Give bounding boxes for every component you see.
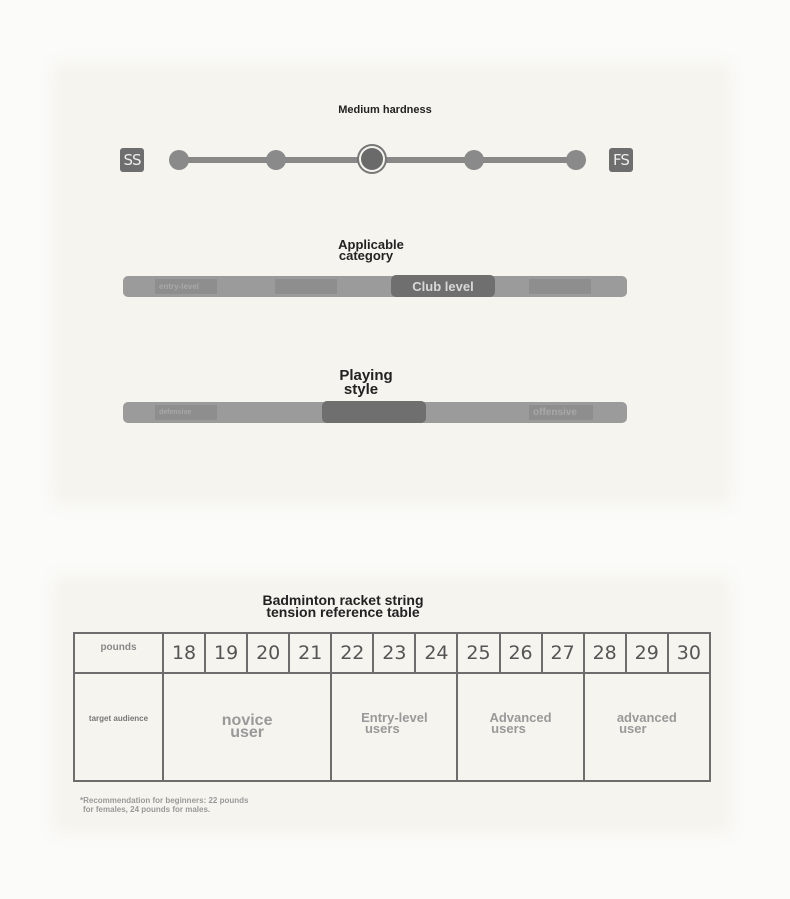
category-title: [321, 239, 421, 261]
hardness-step-5[interactable]: [566, 150, 586, 170]
category-title-line2: category: [338, 248, 394, 263]
pound-25: 25: [457, 633, 499, 673]
audience-advanced-user-line1: advanced: [616, 710, 677, 725]
style-seg-offensive: offensive: [529, 405, 593, 420]
audience-novice: [163, 673, 331, 781]
category-active-club-level: Club level: [391, 275, 495, 297]
pounds-row: [74, 633, 710, 673]
audience-advanced-line2: users: [491, 721, 526, 736]
audience-entry-line1: Entry-level: [361, 710, 428, 725]
style-title-line1: Playing: [339, 367, 393, 384]
pounds-label: pounds: [74, 633, 163, 673]
fs-badge: FS: [609, 148, 633, 172]
audience-entry-line2: users: [364, 721, 400, 736]
audience-novice-line1: novice: [221, 712, 273, 729]
pound-22: 22: [331, 633, 373, 673]
pound-26: 26: [500, 633, 542, 673]
category-title-line1: Applicable: [338, 237, 404, 252]
pound-23: 23: [373, 633, 415, 673]
hardness-step-3-selected[interactable]: [361, 148, 383, 170]
audience-row: [74, 673, 710, 781]
audience-label: target audience: [74, 673, 163, 781]
hardness-step-2[interactable]: [266, 150, 286, 170]
tension-table: [73, 632, 711, 782]
audience-advanced-user: [584, 673, 710, 781]
style-title: [316, 369, 416, 397]
hardness-title: Medium hardness: [338, 104, 432, 116]
category-seg-4: [529, 279, 591, 294]
pound-29: 29: [626, 633, 668, 673]
category-seg-2: [275, 279, 337, 294]
pound-21: 21: [289, 633, 331, 673]
pound-18: 18: [163, 633, 205, 673]
style-seg-defensive: defensive: [155, 405, 217, 420]
pound-30: 30: [668, 633, 710, 673]
tension-title-line2: tension reference table: [266, 604, 420, 620]
footnote-line2: for females, 24 pounds for males.: [83, 805, 211, 814]
category-seg-entry-level: entry-level: [155, 279, 217, 294]
ss-badge: SS: [120, 148, 144, 172]
footnote: [80, 796, 248, 814]
pound-28: 28: [584, 633, 626, 673]
tension-table-title: [232, 594, 454, 618]
pound-19: 19: [205, 633, 247, 673]
style-active-marker: [322, 401, 426, 423]
pound-24: 24: [415, 633, 457, 673]
hardness-step-1[interactable]: [169, 150, 189, 170]
style-title-line2: style: [343, 381, 379, 398]
footnote-line1: *Recommendation for beginners: 22 pounds: [80, 796, 249, 805]
pound-27: 27: [542, 633, 584, 673]
audience-novice-line2: user: [230, 724, 265, 741]
hardness-step-4[interactable]: [464, 150, 484, 170]
audience-advanced-users: [457, 673, 583, 781]
pound-20: 20: [247, 633, 289, 673]
audience-advanced-line1: Advanced: [489, 710, 552, 725]
audience-advanced-user-line2: user: [619, 721, 647, 736]
audience-entry-level: [331, 673, 457, 781]
tension-title-line1: Badminton racket string: [262, 592, 424, 608]
category-bar: [123, 276, 627, 297]
